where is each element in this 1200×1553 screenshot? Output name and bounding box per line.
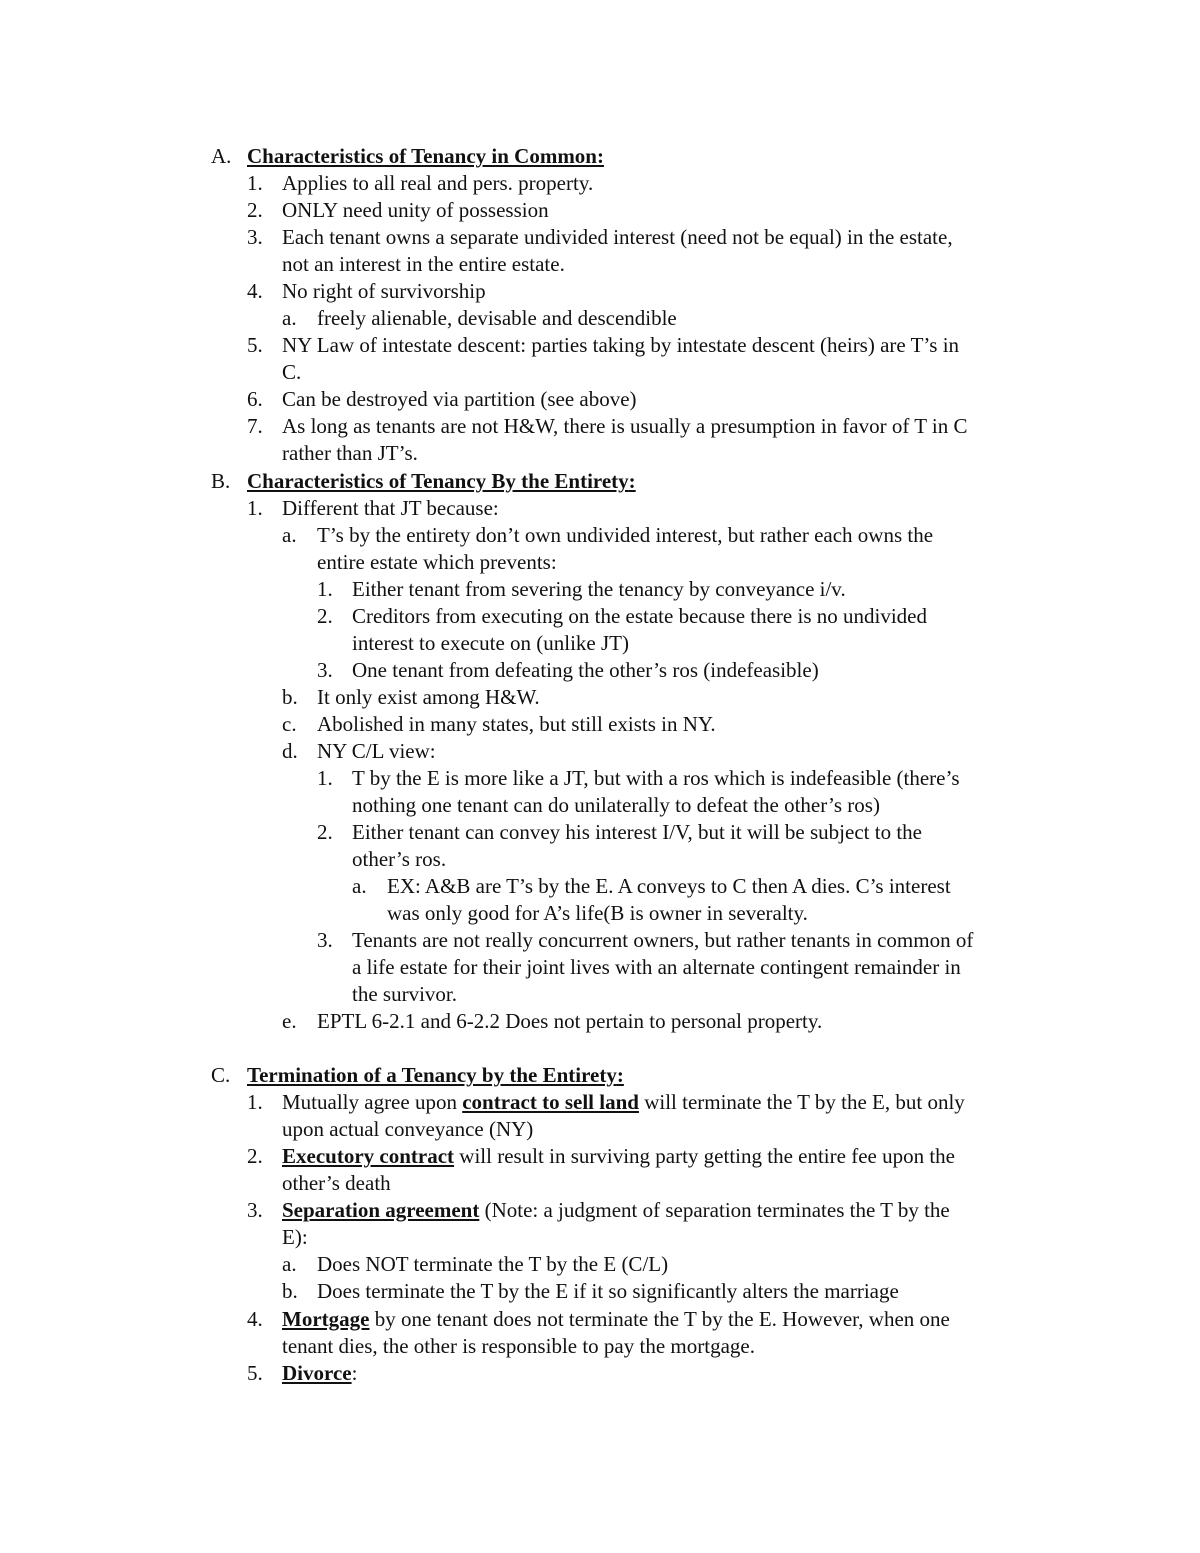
subsublist-item-text: a life estate for their joint lives with an alternate contingent remainder in (352, 955, 961, 979)
item-text-pre: Mutually agree upon (282, 1090, 463, 1114)
subsublist-marker: 2. (317, 604, 333, 628)
list-item-text: tenant dies, the other is responsible to pay the mortgage. (282, 1334, 755, 1358)
subsublist-item-text: Either tenant can convey his interest I/V, but it will be subject to the (352, 820, 922, 844)
subsublist-marker: 3. (317, 658, 333, 682)
list-item-text: rather than JT’s. (282, 441, 418, 465)
item-text-post: : (351, 1361, 358, 1385)
section-title-suffix: : (597, 144, 604, 168)
section-letter: A. (211, 144, 232, 168)
list-marker: 4. (247, 1307, 263, 1331)
item-keyword: Executory contract (282, 1144, 455, 1168)
sublist-marker: a. (282, 306, 297, 330)
list-marker: 7. (247, 414, 263, 438)
subsublist-marker: 1. (317, 577, 333, 601)
list-marker: 1. (247, 496, 263, 520)
subsublist-item-text: T by the E is more like a JT, but with a ros which is indefeasible (there’s (352, 766, 960, 790)
item-text-post: will terminate the T by the E, but only (638, 1090, 965, 1114)
list-marker: 2. (247, 198, 263, 222)
list-item-text: NY Law of intestate descent: parties taking by intestate descent (heirs) are T’s in (282, 333, 960, 357)
sublist-marker: b. (282, 1279, 298, 1303)
sublist-item-text: Abolished in many states, but still exists in NY. (317, 712, 716, 736)
item-keyword: Divorce (282, 1361, 352, 1385)
list-item-text: upon actual conveyance (NY) (282, 1117, 534, 1141)
sublist-item-text: It only exist among H&W. (317, 685, 540, 709)
list-item-text (282, 1143, 955, 1170)
list-item-text: C. (282, 360, 302, 384)
item-text-post: by one tenant does not terminate the T by the E. However, when one (369, 1307, 950, 1331)
item-keyword: contract to sell land (462, 1090, 639, 1114)
list-marker: 1. (247, 171, 263, 195)
section-title-suffix: : (616, 1063, 624, 1087)
list-item-text (282, 1197, 950, 1224)
list-item-text: As long as tenants are not H&W, there is usually a presumption in favor of T in C (282, 414, 968, 438)
list-marker: 3. (247, 1198, 263, 1222)
list-item-text (282, 1306, 950, 1333)
list-item-text: No right of survivorship (282, 279, 486, 303)
item-text-post: will result in surviving party getting the entire fee upon the (454, 1144, 955, 1168)
subsublist-marker: 1. (317, 766, 333, 790)
list-item-text (282, 1360, 357, 1387)
sublist-marker: a. (282, 523, 297, 547)
section-heading (247, 143, 604, 170)
list-item-text: not an interest in the entire estate. (282, 252, 565, 276)
list-marker: 5. (247, 333, 263, 357)
list-marker: 6. (247, 387, 263, 411)
list-item-text: Can be destroyed via partition (see above) (282, 387, 637, 411)
section-heading (247, 1062, 624, 1089)
list-marker: 4. (247, 279, 263, 303)
list-item-text: Different that JT because: (282, 496, 499, 520)
sublist-item-text: T’s by the entirety don’t own undivided interest, but rather each owns the (317, 523, 934, 547)
sublist-item-text: freely alienable, devisable and descendible (317, 306, 677, 330)
section-letter: C. (211, 1063, 231, 1087)
subsublist-item-text: the survivor. (352, 982, 457, 1006)
list-item-text (282, 1089, 965, 1116)
sublist-marker: c. (282, 712, 297, 736)
subsublist-item-text: Either tenant from severing the tenancy by conveyance i/v. (352, 577, 846, 601)
list-item-text: Each tenant owns a separate undivided interest (need not be equal) in the estate, (282, 225, 953, 249)
section-title: Characteristics of Tenancy in Common (247, 144, 597, 168)
item-text-post: (Note: a judgment of separation terminates the T by the (479, 1198, 950, 1222)
list-item-text: Applies to all real and pers. property. (282, 171, 594, 195)
sublist-marker: b. (282, 685, 298, 709)
subsublist-item-text: interest to execute on (unlike JT) (352, 631, 629, 655)
section-letter: B. (211, 469, 231, 493)
list-marker: 5. (247, 1361, 263, 1385)
sublist-item-text: Does NOT terminate the T by the E (C/L) (317, 1252, 669, 1276)
list-item-text: E): (282, 1225, 308, 1249)
sublist-marker: e. (282, 1009, 297, 1033)
level4-item-text: was only good for A’s life(B is owner in severalty. (387, 901, 808, 925)
list-marker: 3. (247, 225, 263, 249)
sublist-marker: d. (282, 739, 298, 763)
subsublist-item-text: nothing one tenant can do unilaterally to defeat the other’s ros) (352, 793, 880, 817)
item-keyword: Separation agreement (282, 1198, 480, 1222)
level4-item-text: EX: A&B are T’s by the E. A conveys to C then A dies. C’s interest (387, 874, 951, 898)
sublist-item-text: NY C/L view: (317, 739, 436, 763)
subsublist-item-text: other’s ros. (352, 847, 447, 871)
list-item-text: other’s death (282, 1171, 391, 1195)
sublist-item-text: Does terminate the T by the E if it so significantly alters the marriage (317, 1279, 899, 1303)
item-keyword: Mortgage (282, 1307, 370, 1331)
list-marker: 2. (247, 1144, 263, 1168)
subsublist-marker: 2. (317, 820, 333, 844)
subsublist-item-text: One tenant from defeating the other’s ros (indefeasible) (352, 658, 819, 682)
section-title: Termination of a Tenancy by the Entirety (247, 1063, 617, 1087)
section-title-suffix: : (628, 469, 636, 493)
sublist-marker: a. (282, 1252, 297, 1276)
sublist-item-text: EPTL 6-2.1 and 6-2.2 Does not pertain to personal property. (317, 1009, 823, 1033)
list-marker: 1. (247, 1090, 263, 1114)
subsublist-marker: 3. (317, 928, 333, 952)
subsublist-item-text: Tenants are not really concurrent owners, but rather tenants in common of (352, 928, 974, 952)
level4-marker: a. (352, 874, 367, 898)
section-title: Characteristics of Tenancy By the Entirety (247, 469, 629, 493)
subsublist-item-text: Creditors from executing on the estate because there is no undivided (352, 604, 927, 628)
sublist-item-text: entire estate which prevents: (317, 550, 557, 574)
section-heading (247, 468, 636, 495)
list-item-text: ONLY need unity of possession (282, 198, 549, 222)
